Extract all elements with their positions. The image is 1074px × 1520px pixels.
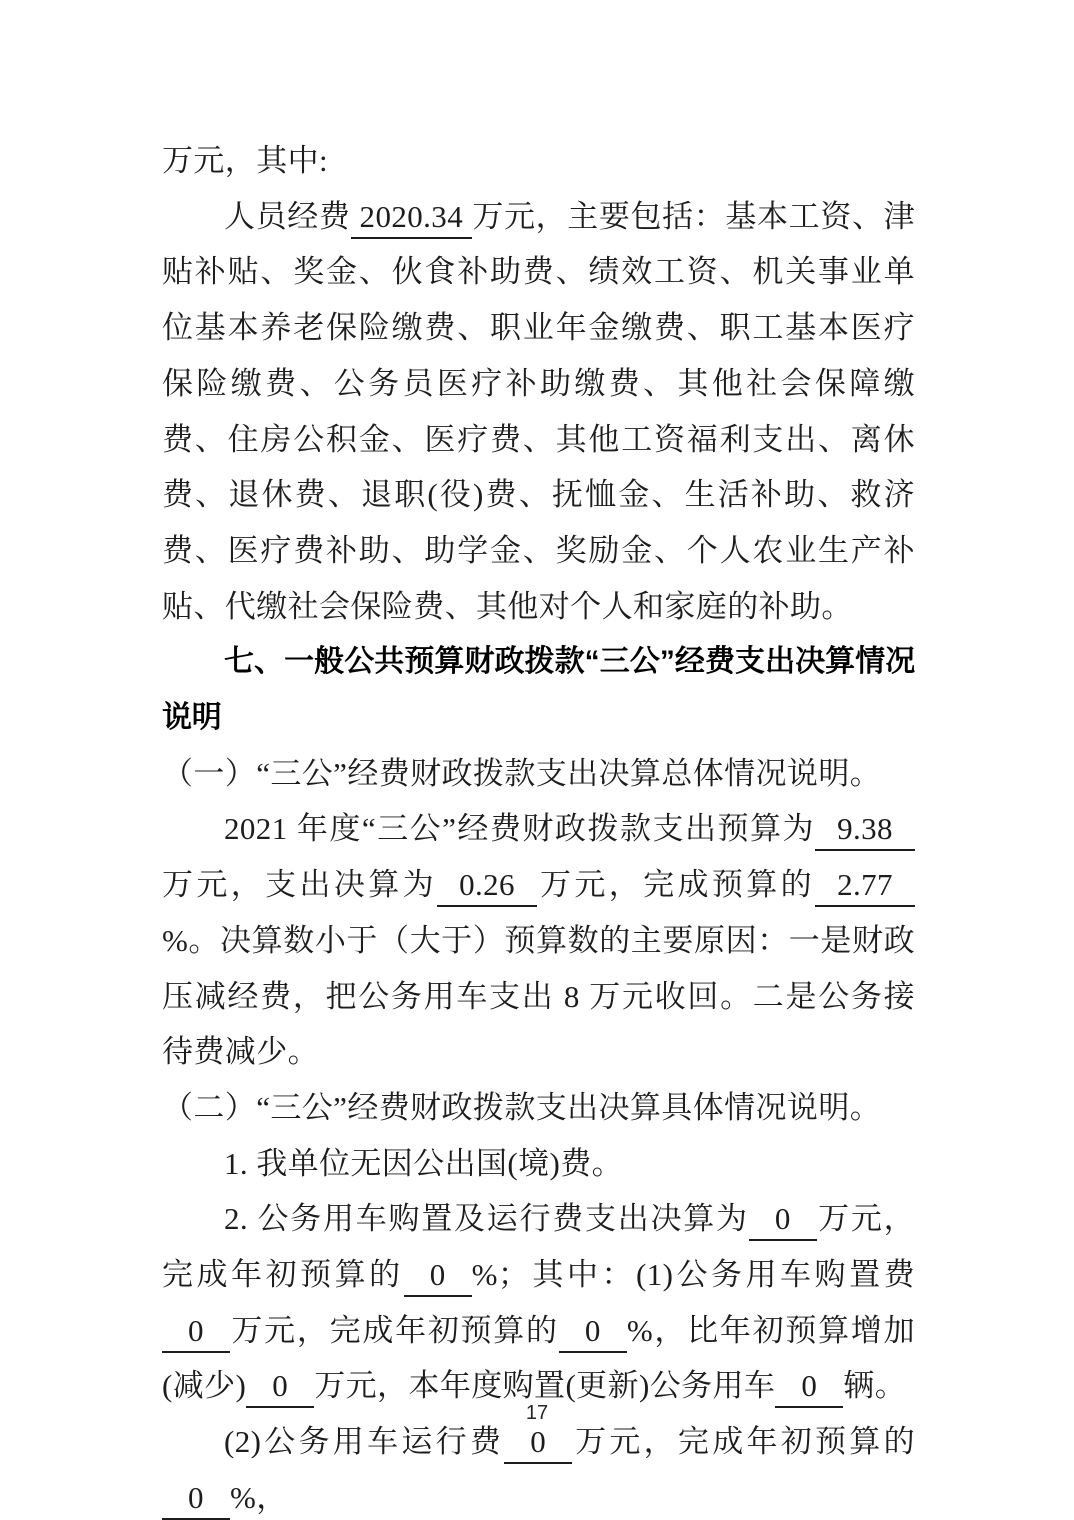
para-text: （二）“三公”经费财政拨款支出决算具体情况说明。 xyxy=(162,1089,882,1125)
para-text: 1. 我单位无因公出国(境)费。 xyxy=(224,1145,624,1181)
para-no-abroad-expense xyxy=(162,1136,915,1192)
page-number: 17 xyxy=(525,1402,549,1424)
document-body xyxy=(162,133,915,1520)
underlined-value-vehicle-total-percent: 0 xyxy=(404,1255,472,1297)
para-text: 万元，完成年初预算的 xyxy=(230,1312,559,1348)
para-subsection-two xyxy=(162,1080,915,1136)
para-text: 2. 公务用车购置及运行费支出决算为 xyxy=(224,1201,749,1237)
para-vehicle-operation-fee xyxy=(162,1414,915,1520)
heading-section-seven xyxy=(162,634,915,745)
para-text: 万元，完成年初预算的 xyxy=(162,1201,916,1293)
underlined-value-operation-percent: 0 xyxy=(162,1478,230,1520)
para-continuation-wanyuan xyxy=(162,133,915,189)
para-sangong-overview xyxy=(162,801,915,1080)
para-vehicle-purchase-operation xyxy=(162,1191,915,1414)
para-personnel-expense xyxy=(162,189,915,635)
para-text: 万元，完成年初预算的 xyxy=(572,1424,915,1460)
underlined-value-vehicle-count: 0 xyxy=(775,1366,843,1408)
para-text: （一）“三公”经费财政拨款支出决算总体情况说明。 xyxy=(162,755,882,791)
underlined-value-purchase-increase: 0 xyxy=(246,1366,314,1408)
para-text: 万元，完成预算的 xyxy=(537,867,815,903)
para-text: 辆。 xyxy=(843,1368,907,1404)
para-text: %；其中：(1)公务用车购置费 xyxy=(471,1257,915,1293)
para-subsection-one xyxy=(162,746,915,802)
underlined-value-vehicle-total: 0 xyxy=(749,1199,817,1241)
para-text: 2021 年度“三公”经费财政拨款支出预算为 xyxy=(224,811,815,847)
para-text: 万元，支出决算为 xyxy=(162,867,438,903)
para-text: 万元，主要包括：基本工资、津贴补贴、奖金、伙食补助费、绩效工资、机关事业单位基本养老保险缴费、职业年金缴费、职工基本医疗保险缴费、公务员医疗补助缴费、其他社会保障缴费、住房公积金、医疗费、其他工资福利支出、离休费、退休费、退职(役)费、抚恤金、生活补助、救济费、医疗费补助、助学金、奖励金、个人农业生产补贴、代缴社会保险费、其他对个人和家庭的补助。 xyxy=(162,198,915,624)
para-text: (2)公务用车运行费 xyxy=(224,1424,505,1460)
heading-text: 七、一般公共预算财政拨款“三公”经费支出决算情况说明 xyxy=(162,645,915,735)
para-text: %，比年初预算增加(减少) xyxy=(162,1312,915,1404)
underlined-value-completion-percent: 2.77 xyxy=(815,865,915,907)
para-text: %。决算数小于（大于）预算数的主要原因：一是财政压减经费，把公务用车支出 8 万元收回。二是公务接待费减少。 xyxy=(162,922,915,1070)
underlined-value-final-accounts: 0.26 xyxy=(437,865,537,907)
underlined-value-purchase-fee: 0 xyxy=(162,1311,230,1353)
underlined-value-operation-fee: 0 xyxy=(504,1422,572,1464)
underlined-value-budget: 9.38 xyxy=(815,809,915,851)
para-text: %， xyxy=(230,1479,288,1515)
underlined-value-personnel-amount: 2020.34 xyxy=(351,197,473,239)
underlined-value-purchase-percent: 0 xyxy=(559,1311,627,1353)
para-text: 人员经费 xyxy=(224,198,351,234)
para-text: 万元，本年度购置(更新)公务用车 xyxy=(314,1368,776,1404)
para-text: 万元，其中: xyxy=(162,143,329,178)
